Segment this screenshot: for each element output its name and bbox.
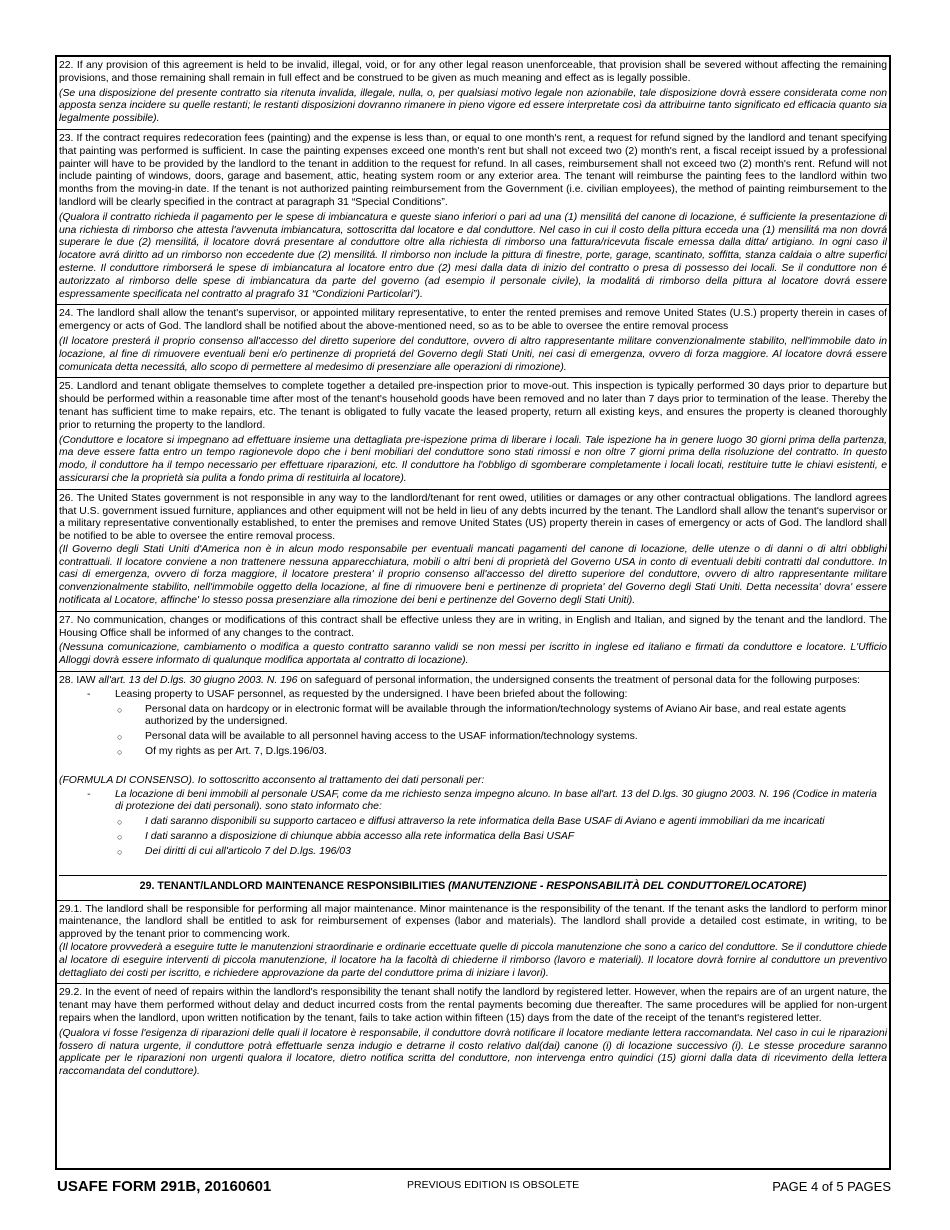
section-29-2-italian: (Qualora vi fosse l'esigenza di riparazioni delle quali il locatore è responsabile, il conduttore dovrà notificare il locatore mediante lettera raccomandata. Nel caso in cui le riparazioni fossero di natura urgente, il conduttore potrà effettuarle senza indugio e detrarne il costo relativo dal(dai) canone (i) di locazione successivo (i). Le stesse procedure saranno applicate per le riparazioni non urgenti qualora il locatore, dietro notifica scritta del conduttore, non intervenga entro quindici (15) giorni dalla data di ricevimento della lettera raccomandata del conduttore). [59, 1027, 887, 1078]
list-item: ○ I dati saranno a disposizione di chiunque abbia accesso alla rete informatica della Basi USAF [117, 831, 575, 843]
circle-bullet-icon: ○ [117, 704, 123, 715]
section-29-heading: 29. TENANT/LANDLORD MAINTENANCE RESPONSIBILITIES (MANUTENZIONE - RESPONSABILITÀ DEL CONDUTTORE/LOCATORE) [139, 879, 807, 892]
circle-bullet-icon: ○ [117, 732, 123, 743]
circle-bullet-icon: ○ [117, 832, 123, 843]
section-23-italian: (Qualora il contratto richieda il pagamento per le spese di imbiancatura e queste siano inferiori o pari ad una (1) mensilitá del canone di locazione, é sufficiente la presentazione di una richiesta di rimborso che attesta l'avvenuta imbiancatura, sottoscritta dal locatore e dal conduttore. Nel caso in cui il costo della pittura ecceda una (1) mensilitá ma non dovrá superare le due (2) mensilitá, il locatore dovrá presentare al conduttore oltre alla richiesta di rimborso una fattura/ricevuta fiscale emessa dalla ditta/ artigiano. In ogni caso il locatore avrá diritto ad un rimborso non eccedente due (2) mensilitá. Il rimborso non include la pittura di finestre, porte, garage, scantinato, soffitta, stanza caldaia o altre superfici esterne. Il conduttore rimborserá le spese di imbiancatura al locatore entro due (2) mesi dalla data di inizio del contratto o presa di possesso dei locali. Se il conduttore non é autorizzato al rimborso delle spese di imbiancatura da parte del governo (ad esempio il personale civile), la modalitá di rimborso della pittura al locatore dovrá essere espressamente specificata nel contratto al pragrafo 31 “Condizioni Particolari”). [59, 211, 887, 300]
section-28-law-reference: all'art. 13 del D.lgs. 30 giugno 2003. N. 196 [98, 675, 298, 687]
form-number: USAFE FORM 291B, 20160601 [57, 1178, 272, 1195]
obsolete-notice: PREVIOUS EDITION IS OBSOLETE [407, 1179, 580, 1191]
section-23-english: 23. If the contract requires redecoration fees (painting) and the expense is less than, or equal to one month's rent, a request for refund signed by the landlord and tenant specifying that painting was performed is sufficient. In case the painting expenses exceed one month's rent but shall not exceed two (2) month's rent, a fiscal receipt issued by a professional painter will have to be provided by the landlord to the tenant in addition to the request for refund. In all cases, reimbursement shall not exceed two (2) month's rent. Refund will not include painting of windows, doors, garage and basement, attic, heating system room or any exterior area. The tenant will reimburse the painting fees to the landlord within two months from the moving-in date. If the tenant is not authorized painting reimbursement from the Government (i.e. civilian employees), the method of painting reimbursement to the landlord will be clearly specified in the contract at paragraph 31 “Special Conditions”. [59, 132, 887, 208]
page-number: PAGE 4 of 5 PAGES [772, 1179, 891, 1194]
section-25-italian: (Conduttore e locatore si impegnano ad effettuare insieme una dettagliata pre-ispezione prima di liberare i locali. Tale ispezione ha in genere luogo 30 giorni prima della partenza, ma deve essere fatta entro un tempo ragionevole dopo che i beni mobiliari del conduttore sono stati rimossi e non oltre 7 giorni prima della risoluzione del contratto. In questo modo, il conduttore ha il tempo necessario per effettuare riparazioni, etc. Il conduttore ha l'obbligo di sgomberare completamente i locali locati, restituire tutte le chiavi esistenti, e assicurarsi che la proprietà sia pulita a fondo prima di restituirla al locatore). [59, 434, 887, 484]
list-item: - Leasing property to USAF personnel, as requested by the undersigned. I have been briefed about the following: ○ Personal data on hardcopy or in electronic format will be available through the information/technology systems of Aviano Air base, and real estate agents authorized by the undersigned. ○ Personal data will be available to all personnel having access to the USAF information/technology systems. ○ Of my rights as per Art. 7, D.lgs.196/03. [59, 689, 887, 759]
list-item: ○ Personal data on hardcopy or in electronic format will be available through the information/technology systems of Aviano Air base, and real estate agents authorized by the undersigned. [117, 703, 847, 728]
section-23 [57, 130, 889, 305]
section-24 [57, 305, 889, 378]
circle-bullet-icon: ○ [117, 747, 123, 758]
dash-bullet-icon: - [87, 788, 91, 800]
italian-sub-list [115, 816, 887, 858]
section-28-intro-start: 28. IAW [59, 675, 99, 687]
section-27-italian: (Nessuna comunicazione, cambiamento o modifica a questo contratto saranno validi se non messi per iscritto in inglese ed italiano e firmati da conduttore e locatore. L'Ufficio Alloggi dovrà essere informato di qualunque modifica apportata al contratto di locazione). [59, 642, 887, 667]
section-26-italian: (Il Governo degli Stati Uniti d'America non è in alcun modo responsabile per eventuali mancati pagamenti del canone di locazione, delle utenze o di danni o di altri obblighi contrattuali. Il locatore conviene a non trattenere nessuna apparecchiatura, mobili o altri beni di proprietà del Governo USA in conto di eventuali debiti contratti dal conduttore. In casi di emergenza, ovvero di forza maggiore, il locatore prestera' il proprio consenso all'accesso del diretto superiore del conduttore, ovvero di altro rappresentante militare convenzionalmente stabilito, nell'immobile oggetto della locazione, al fine di rimuovere beni e pertinenze di proprieta' del Governo degli Stati Uniti. Detta necessita' dovra' essere notificata al Locatore, affinche' lo stesso possa presenziare alla rimozione dei beni e pertinenze del Governo degli Stati Uniti). [59, 543, 887, 607]
italian-consent-formula: (FORMULA DI CONSENSO). Io sottoscritto acconsento al trattamento dei dati personali per: [59, 774, 485, 786]
list-item: - La locazione di beni immobili al personale USAF, come da me richiesto senza impegno alcuno. In base all'art. 13 del D.lgs. 30 giugno 2003. N. 196 (Codice in materia di protezione dei dati personali). sono stato informato che: ○ I dati saranno disponibili su supporto cartaceo e diffusi attraverso la rete informatica della Base USAF di Aviano e agenti immobiliari da me incaricati ○ I dati saranno a disposizione di chiunque abbia accesso alla rete informatica della Basi USAF ○ Dei diritti di cui all'articolo 7 del D.lgs. 196/03 [59, 789, 887, 859]
section-27 [57, 612, 889, 672]
list-item: ○ Personal data will be available to all personnel having access to the USAF information/technology systems. [117, 731, 638, 743]
italian-consent-list [59, 789, 887, 859]
section-25 [57, 378, 889, 489]
list-item: ○ Of my rights as per Art. 7, D.lgs.196/03. [117, 746, 327, 758]
section-22-english: 22. If any provision of this agreement is held to be invalid, illegal, void, or for any other legal reason unenforceable, that provision shall be severed without affecting the remaining provisions, and those remaining shall remain in full effect and be construed to be given as much meaning and effect as is legally possible. [59, 60, 887, 84]
circle-bullet-icon: ○ [117, 817, 123, 828]
section-28-intro [59, 675, 887, 688]
english-consent-list [59, 689, 887, 759]
section-29-1 [57, 901, 889, 985]
section-22-italian: (Se una disposizione del presente contratto sia ritenuta invalida, illegale, nulla, o, per qualsiasi motivo legale non azionabile, tale disposizione dovrà essere considerata come non apposta senza incidere su quelle restanti; le restanti disposizioni dovranno rimanere in pieno vigore ed essere interpretate così da attribuirne tanto significato ed efficacia quanto sia legalmente possibile). [59, 87, 887, 125]
section-26-english: 26. The United States government is not responsible in any way to the landlord/tenant for rent owed, utilities or damages or any other contractual obligations. The landlord agrees that U.S. government issued furniture, appliances and other equipment will not be held in lieu of any debts incurred by the tenant. The Landlord shall allow the tenant's supervisor or a military representative conventionally established, to enter the premises and remove United States (US) property therein in cases of emergency or acts of God. The landlord shall be notified to be able to oversee the entire removal process. [59, 492, 887, 543]
section-29-2 [57, 984, 889, 1082]
section-27-english: 27. No communication, changes or modifications of this contract shall be effective unless they are in writing, in English and Italian, and signed by the tenant and the landlord. The Housing Office shall be informed of any changes to the contract. [59, 614, 887, 639]
section-29-1-english: 29.1. The landlord shall be responsible for performing all major maintenance. Minor maintenance is the responsibility of the tenant. If the tenant asks the landlord to perform minor maintenance, the landlord shall be entitled to ask for reimbursement of expenses (labor and materials). The landlord shall provide a detailed cost estimate, in writing, to be approved by the tenant prior to commencing work. [59, 903, 887, 941]
section-25-english: 25. Landlord and tenant obligate themselves to complete together a detailed pre-inspection prior to move-out. This inspection is typically performed 30 days prior to departure but should be performed within a reasonable time after most of the tenant's household goods have been removed and no later than 7 days prior to termination of the lease. Thereby the tenant has sufficient time to make repairs, etc. The tenant is obligated to fully vacate the leased property, return all existing keys, and ensures the property is cleaned thoroughly prior to returning the property to the landlord. [59, 381, 887, 431]
section-28 [57, 672, 889, 901]
list-item: ○ I dati saranno disponibili su supporto cartaceo e diffusi attraverso la rete informatica della Base USAF di Aviano e agenti immobiliari da me incaricati [117, 816, 825, 828]
section-29-2-english: 29.2. In the event of need of repairs within the landlord's responsibility the tenant shall notify the landlord by registered letter. However, when the repairs are of an urgent nature, the tenant may have them performed without delay and deduct incurred costs from the rental payments becoming due thereafter. The same procedures will be applied for non-urgent repairs when the landlord, upon written notification by the tenant, fails to take action within fifteen (15) days from the date of the receipt of the tenant's registered letter. [59, 987, 887, 1024]
list-item: ○ Dei diritti di cui all'articolo 7 del D.lgs. 196/03 [117, 845, 351, 857]
section-24-italian: (Il locatore presterá il proprio consenso all'accesso del diretto superiore del conduttore, ovvero di altro rappresentante militare convenzionalmente stabilito, nell'immobile dato in locazione, al fine di rimuovere eventuali beni e/o pertinenze di proprietá del Governo degli Stati Uniti, nei casi di emergenza, ovvero di forza maggiore. Al locatore dovrá essere comunicata detta necessitá, allo scopo di permettere al medesimo di presenziare alle operazioni di rimozione). [59, 335, 887, 373]
section-22 [57, 57, 889, 130]
section-28-intro-end: on safeguard of personal information, the undersigned consents the treatment of personal data for the following purposes: [297, 675, 861, 687]
section-24-english: 24. The landlord shall allow the tenant's supervisor, or appointed military representative, to enter the rented premises and remove United States (U.S.) property therein in cases of emergency or acts of God. The landlord shall be notified about the above-mentioned need, so as to be able to oversee the entire removal process [59, 308, 887, 333]
section-26 [57, 490, 889, 612]
contract-page-frame [55, 55, 891, 1170]
circle-bullet-icon: ○ [117, 846, 123, 857]
section-29-1-italian: (Il locatore provvederà a eseguire tutte le manutenzioni straordinarie e ordinarie eccettuate quelle di piccola manutenzione che sono a carico del conduttore. Se il conduttore chiede al locatore di eseguire interventi di piccola manutenzione, il locatore ha la facoltà di chiederne il rimborso (lavoro e materiali). Il locatore dovrà fornire al conduttore un preventivo dettagliato dei costi per iscritto, e richiedere approvazione da parte del conduttore prima di iniziare i lavori). [59, 942, 887, 979]
english-sub-list [115, 704, 887, 759]
dash-bullet-icon: - [87, 688, 91, 700]
page-footer [55, 1176, 891, 1200]
